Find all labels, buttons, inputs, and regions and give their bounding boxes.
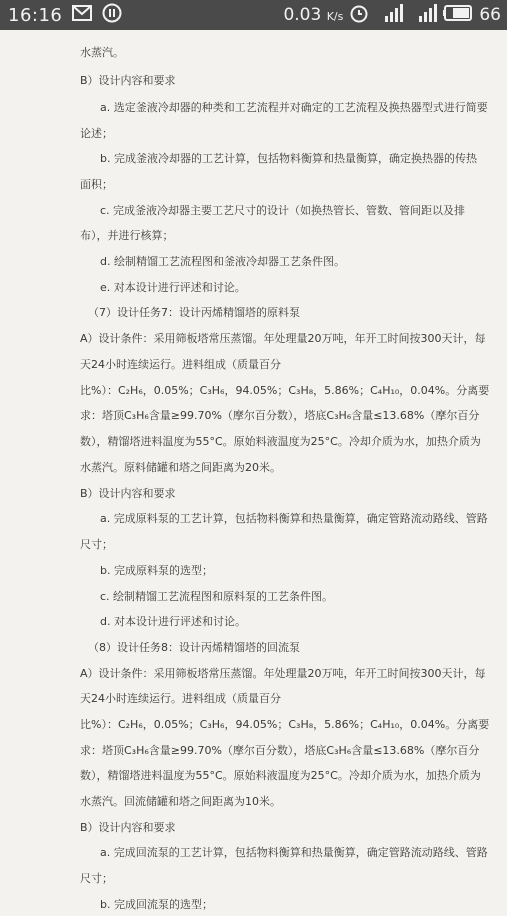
document-line: e. 对本设计进行评述和讨论。: [100, 281, 246, 294]
document-line: c. 绘制精馏工艺流程图和原料泵的工艺条件图。: [100, 590, 334, 603]
document-line: c. 完成釜液冷却器主要工艺尺寸的设计（如换热管长、管数、管间距以及排: [100, 204, 466, 217]
document-line: 比%）：C₂H₆，0.05%；C₃H₆，94.05%；C₃H₈，5.86%；C₄H₁₀，0.04%。分离要: [80, 718, 490, 731]
pause-icon: [102, 3, 122, 27]
status-right: [283, 3, 501, 27]
document-line: b. 完成釜液冷却器的工艺计算，包括物料衡算和热量衡算，确定换热器的传热: [100, 152, 477, 165]
document-line: 求：塔顶C₃H₆含量≥99.70%（摩尔百分数），塔底C₃H₆含量≤13.68%（摩尔百分: [80, 744, 480, 757]
document-line: A）设计条件：采用筛板塔常压蒸馏。年处理量20万吨，年开工时间按300天计，每: [80, 332, 486, 345]
status-time: 16:16: [8, 4, 63, 26]
document-line: 数），精馏塔进料温度为55°C。原始料液温度为25°C。冷却介质为水，加热介质为: [80, 769, 481, 782]
document-line: 面积；: [80, 178, 113, 191]
document-line: 求：塔顶C₃H₆含量≥99.70%（摩尔百分数），塔底C₃H₆含量≤13.68%（摩尔百分: [80, 409, 480, 422]
battery-icon: [443, 5, 473, 25]
network-speed: 0.03 K/s: [283, 5, 344, 25]
document-line: b. 完成原料泵的选型；: [100, 564, 213, 577]
speed-unit: K/s: [326, 10, 344, 23]
document-line: B）设计内容和要求: [80, 487, 176, 500]
document-line: 尺寸；: [80, 872, 113, 885]
battery-level: 66: [479, 5, 501, 25]
document-line: a. 完成原料泵的工艺计算，包括物料衡算和热量衡算，确定管路流动路线、管路: [100, 512, 488, 525]
document-line: 水蒸汽。原料储罐和塔之间距离为20米。: [80, 461, 281, 474]
document-line: B）设计内容和要求: [80, 821, 176, 834]
status-bar: [0, 0, 507, 30]
document-line: 天24小时连续运行。进料组成（质量百分: [80, 358, 281, 371]
document-line: 布），并进行核算；: [80, 229, 174, 242]
document-line: d. 绘制精馏工艺流程图和釜液冷却器工艺条件图。: [100, 255, 345, 268]
document-line: 水蒸汽。回流储罐和塔之间距离为10米。: [80, 795, 281, 808]
signal-icon: [409, 4, 437, 26]
document-line: A）设计条件：采用筛板塔常压蒸馏。年处理量20万吨，年开工时间按300天计，每: [80, 667, 486, 680]
document-line: 论述；: [80, 127, 113, 140]
document-line: 天24小时连续运行。进料组成（质量百分: [80, 692, 281, 705]
document-line: 比%）：C₂H₆，0.05%；C₃H₆，94.05%；C₃H₈，5.86%；C₄H₁₀，0.04%。分离要: [80, 384, 490, 397]
document-line: 水蒸汽。: [80, 46, 124, 59]
alarm-icon: [349, 3, 369, 27]
mail-icon: [72, 5, 92, 25]
document-line: b. 完成回流泵的选型；: [100, 898, 213, 911]
document-line: 数），精馏塔进料温度为55°C。原始料液温度为25°C。冷却介质为水，加热介质为: [80, 435, 481, 448]
document-page[interactable]: [0, 30, 507, 911]
document-line: a. 选定釜液冷却器的种类和工艺流程并对确定的工艺流程及换热器型式进行简要: [100, 101, 488, 114]
document-line: d. 对本设计进行评述和讨论。: [100, 615, 246, 628]
document-line: a. 完成回流泵的工艺计算，包括物料衡算和热量衡算，确定管路流动路线、管路: [100, 846, 488, 859]
document-line: B）设计内容和要求: [80, 74, 176, 87]
document-line: （7）设计任务7：设计丙烯精馏塔的原料泵: [88, 306, 300, 319]
signal-icon: [375, 4, 403, 26]
document-line: （8）设计任务8：设计丙烯精馏塔的回流泵: [88, 641, 300, 654]
document-line: 尺寸；: [80, 538, 113, 551]
